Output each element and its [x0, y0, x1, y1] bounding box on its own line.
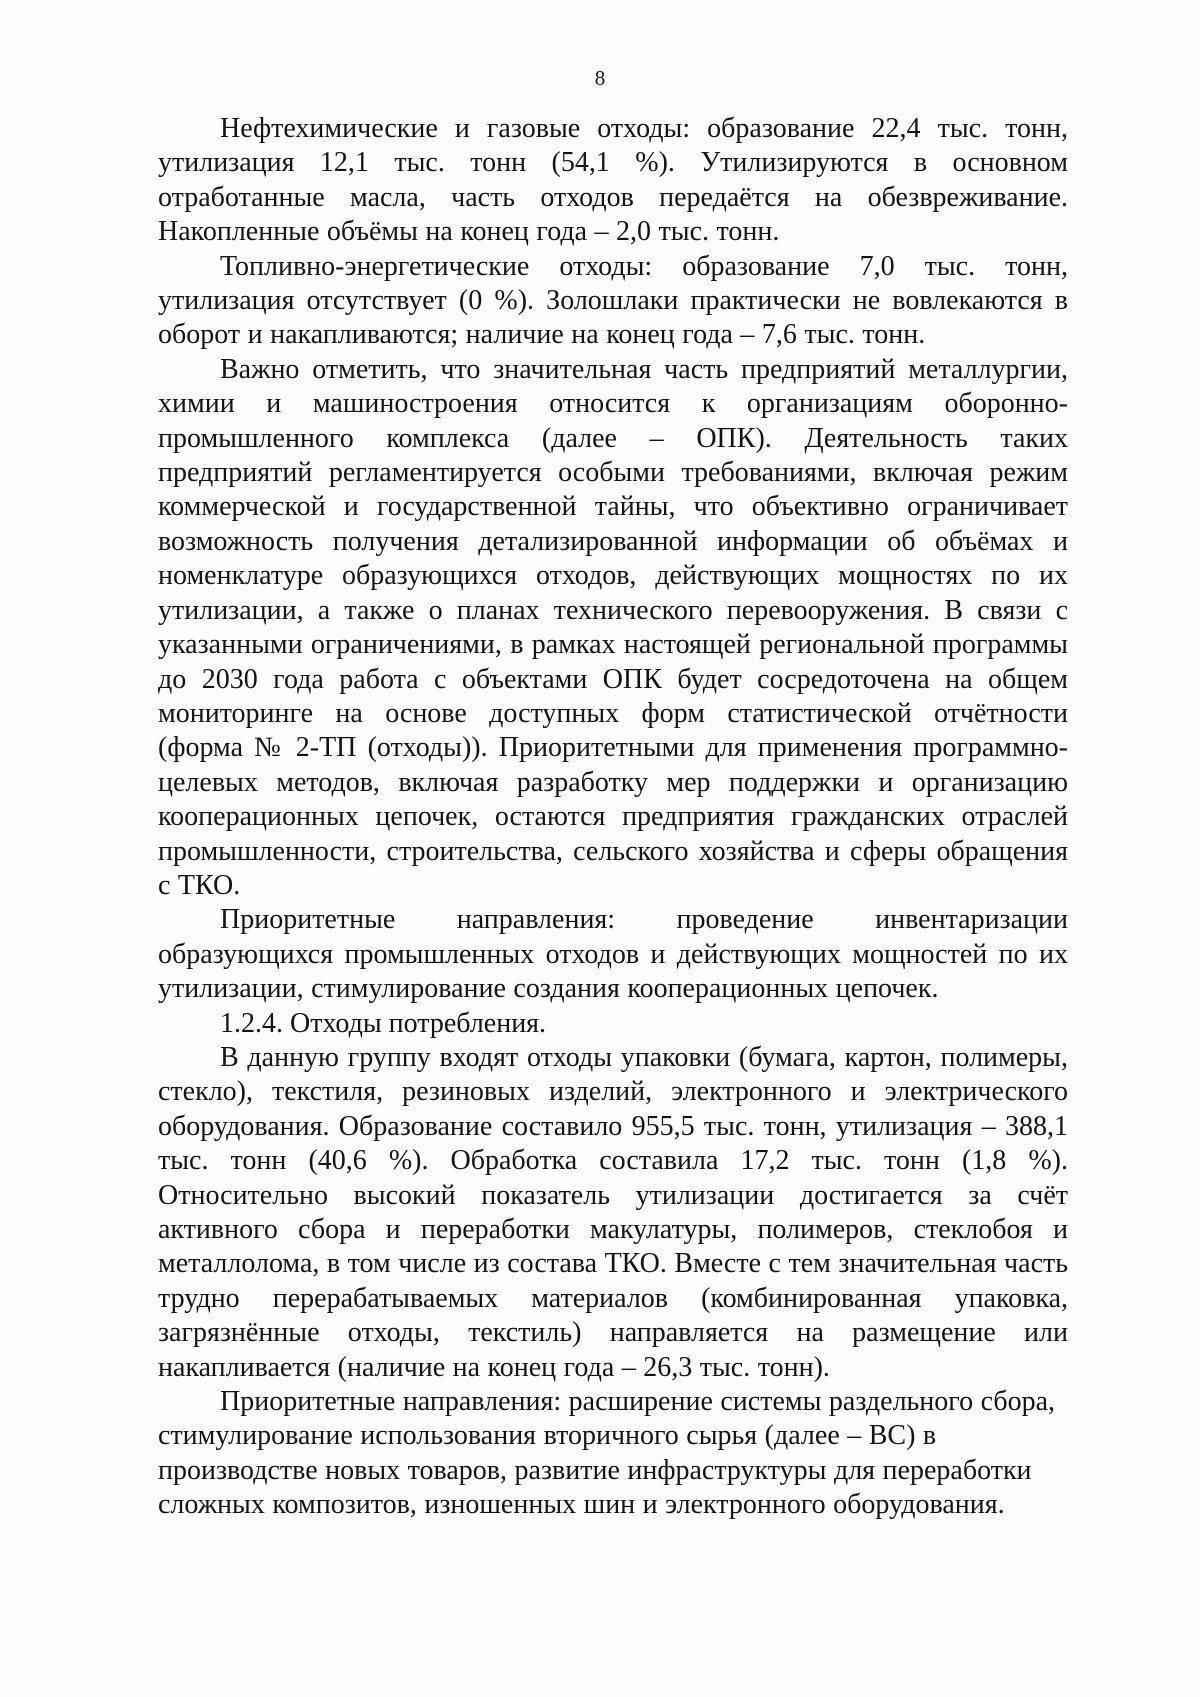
page-number: 8 — [594, 66, 606, 90]
paragraph-fuel-energy-waste: Топливно-энергетические отходы: образование 7,0 тыс. тонн, утилизация отсутствует (0 %). Золошлаки практически не вовлекаются в оборот и накапливаются; наличие на конец года – 7,6 тыс. тонн. — [158, 250, 1068, 351]
section-heading-consumption-waste: 1.2.4. Отходы потребления. — [220, 1007, 547, 1039]
paragraph-priority-directions-consumption: Приоритетные направления: расширение системы раздельного сбора, стимулирование использования вторичного сырья (далее – ВС) в производстве новых товаров, развитие инфраструктуры для переработки сложных композитов, изношенных шин и электронного оборудования. — [158, 1386, 1056, 1521]
paragraph-petrochemical-waste: Нефтехимические и газовые отходы: образование 22,4 тыс. тонн, утилизация 12,1 тыс. тонн (54,1 %). Утилизируются в основном отработанные масла, часть отходов передаётся на обезвреживание. Накопленные объёмы на конец года – 2,0 тыс. тонн. — [158, 113, 1068, 248]
paragraph-priority-directions-industrial: Приоритетные направления: проведение инвентаризации образующихся промышленных отходов и действующих мощностей по их утилизации, стимулирование создания кооперационных цепочек. — [158, 904, 1068, 1005]
document-body — [158, 112, 1068, 1523]
paragraph-consumption-waste: В данную группу входят отходы упаковки (бумага, картон, полимеры, стекло), текстиля, резиновых изделий, электронного и электрического оборудования. Образование составило 955,5 тыс. тонн, утилизация – 388,1 тыс. тонн (40,6 %). Обработка составила 17,2 тыс. тонн (1,8 %). Относительно высокий показатель утилизации достигается за счёт активного сбора и переработки макулатуры, полимеров, стеклобоя и металлолома, в том числе из состава ТКО. Вместе с тем значительная часть трудно перерабатываемых материалов (комбинированная упаковка, загрязнённые отходы, текстиль) направляется на размещение или накапливается (наличие на конец года – 26,3 тыс. тонн). — [158, 1041, 1068, 1383]
paragraph-defense-industry: Важно отметить, что значительная часть предприятий металлургии, химии и машиностроения относится к организациям оборонно-промышленного комплекса (далее – ОПК). Деятельность таких предприятий регламентируется особыми требованиями, включая режим коммерческой и государственной тайны, что объективно ограничивает возможность получения детализированной информации об объёмах и номенклатуре образующихся отходов, действующих мощностях по их утилизации, а также о планах технического перевооружения. В связи с указанными ограничениями, в рамках настоящей региональной программы до 2030 года работа с объектами ОПК будет сосредоточена на общем мониторинге на основе доступных форм статистической отчётности (форма № 2-ТП (отходы)). Приоритетными для применения программно-целевых методов, включая разработку мер поддержки и организацию кооперационных цепочек, остаются предприятия гражданских отраслей промышленности, строительства, сельского хозяйства и сферы обращения с ТКО. — [158, 353, 1068, 901]
